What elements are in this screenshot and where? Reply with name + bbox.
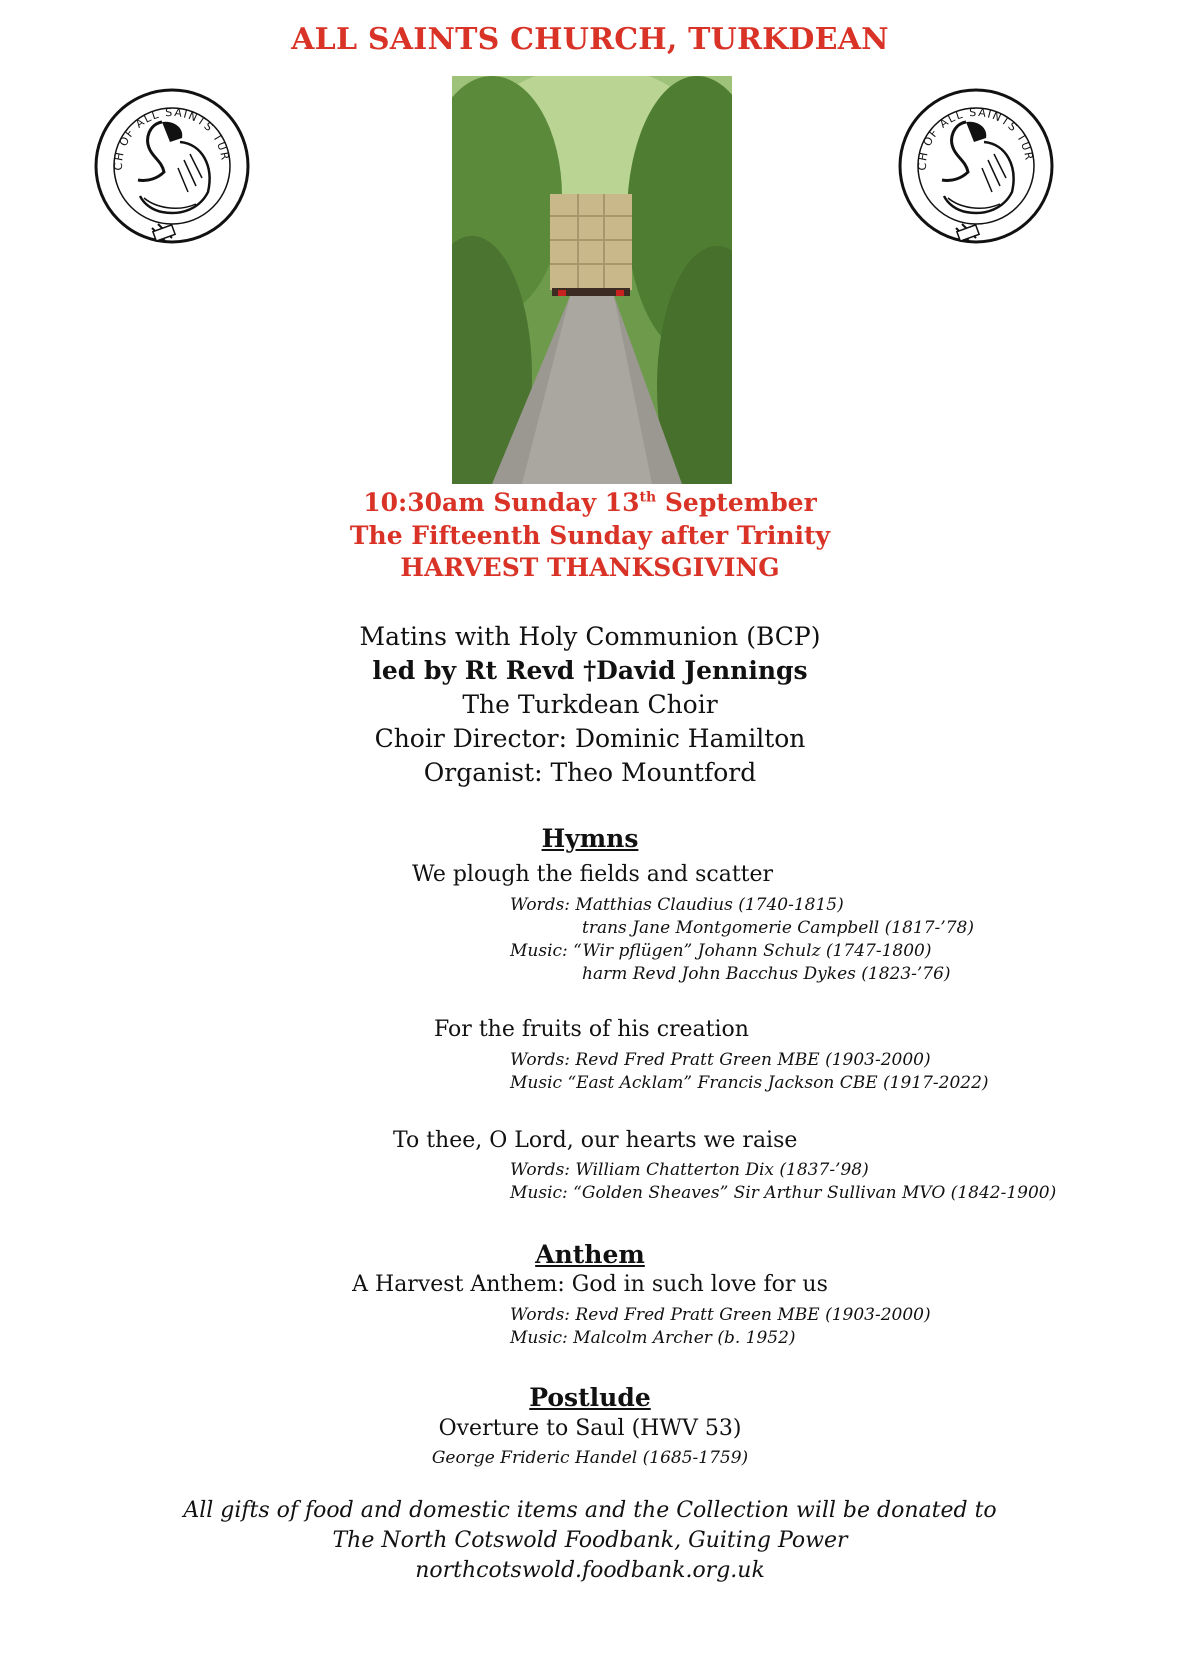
- hymn-credit: Words: Matthias Claudius (1740-1815): [510, 895, 844, 915]
- svg-text:CHURCH OF ALL SAINTS TURKDEAN: CH OF ALL SAINTS TUR: [111, 105, 232, 171]
- church-seal-right: [896, 82, 1056, 262]
- hymn-title: To thee, O Lord, our hearts we raise: [393, 1128, 798, 1153]
- hymn-credit: harm Revd John Bacchus Dykes (1823-’76): [582, 964, 951, 984]
- hay-truck-lane-photo-icon: [452, 76, 732, 484]
- donation-note: All gifts of food and domestic items and the Collection will be donated to: [183, 1498, 997, 1523]
- harvest-photo: [452, 76, 732, 484]
- pelican-seal-icon: [92, 82, 252, 262]
- service-type: Matins with Holy Communion (BCP): [359, 622, 821, 651]
- svg-text:CHURCH OF ALL SAINTS TURKDEAN: CH OF ALL SAINTS TUR: [915, 105, 1036, 171]
- choir-name: The Turkdean Choir: [462, 690, 718, 719]
- hymn-credit: Music “East Acklam” Francis Jackson CBE (1917-2022): [510, 1073, 989, 1093]
- postlude-composer: George Frideric Handel (1685-1759): [431, 1448, 749, 1468]
- sunday-name: The Fifteenth Sunday after Trinity: [349, 521, 831, 550]
- pelican-seal-icon: [896, 82, 1056, 262]
- anthem-title: A Harvest Anthem: God in such love for us: [352, 1272, 828, 1297]
- organist: Organist: Theo Mountford: [423, 758, 757, 787]
- hymn-credit: Music: “Wir pflügen” Johann Schulz (1747-1800): [510, 941, 932, 961]
- foodbank-url: northcotswold.foodbank.org.uk: [415, 1558, 765, 1583]
- choir-director: Choir Director: Dominic Hamilton: [374, 724, 806, 753]
- hymn-title: For the fruits of his creation: [434, 1017, 749, 1042]
- page-title: ALL SAINTS CHURCH, TURKDEAN: [291, 22, 889, 57]
- hymn-credit: Music: “Golden Sheaves” Sir Arthur Sullivan MVO (1842-1900): [510, 1183, 1057, 1203]
- postlude-title: Overture to Saul (HWV 53): [438, 1416, 742, 1441]
- anthem-heading: Anthem: [535, 1240, 645, 1269]
- festival-name: HARVEST THANKSGIVING: [400, 553, 780, 582]
- postlude-heading: Postlude: [529, 1383, 651, 1412]
- service-time: 10:30am Sunday 13th September: [363, 488, 817, 517]
- hymn-title: We plough the fields and scatter: [412, 862, 774, 887]
- service-leader: led by Rt Revd †David Jennings: [372, 656, 808, 685]
- hymn-credit: Words: Revd Fred Pratt Green MBE (1903-2000): [510, 1050, 931, 1070]
- anthem-credit: Music: Malcolm Archer (b. 1952): [510, 1328, 796, 1348]
- anthem-credit: Words: Revd Fred Pratt Green MBE (1903-2000): [510, 1305, 931, 1325]
- foodbank-name: The North Cotswold Foodbank, Guiting Power: [332, 1528, 848, 1553]
- hymn-credit: Words: William Chatterton Dix (1837-’98): [510, 1160, 869, 1180]
- hymns-heading: Hymns: [541, 824, 639, 853]
- hymn-credit: trans Jane Montgomerie Campbell (1817-’78): [582, 918, 974, 938]
- church-seal-left: [92, 82, 252, 262]
